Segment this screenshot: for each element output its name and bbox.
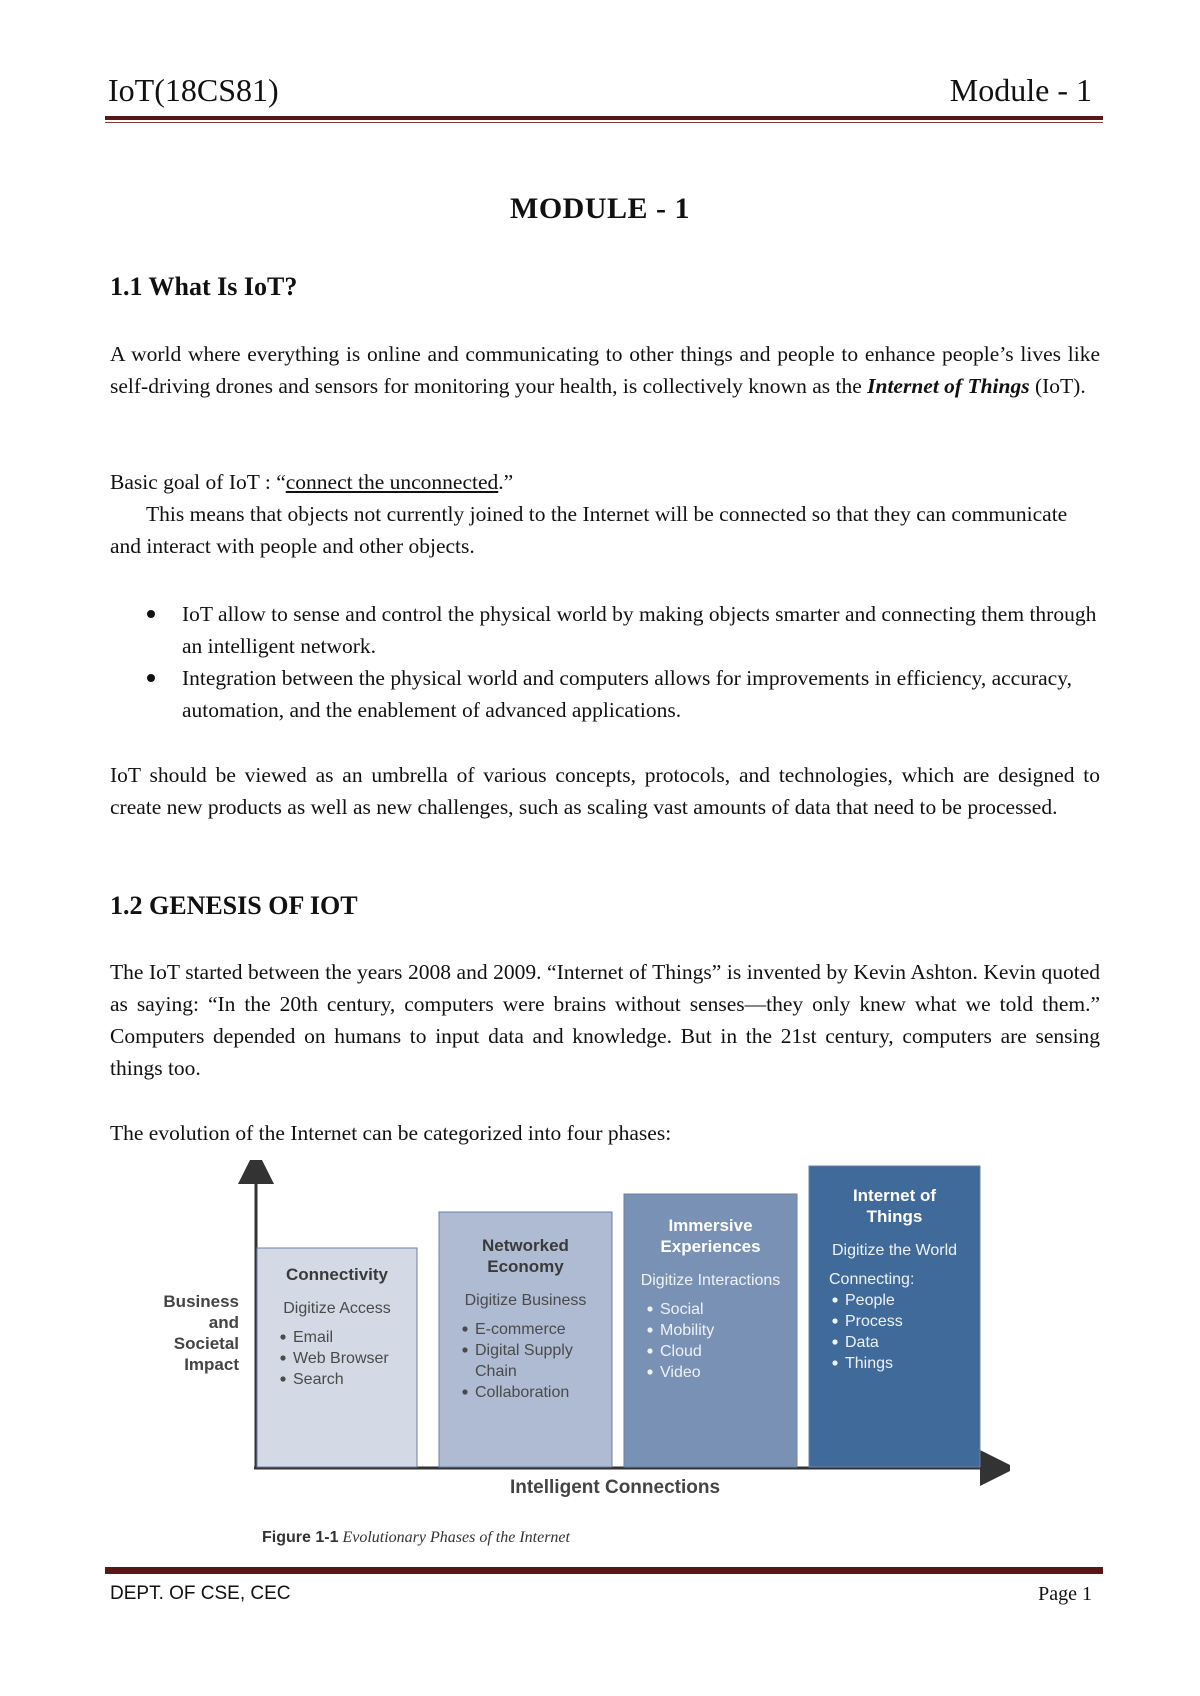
figure-evolution-phases [150, 1160, 1010, 1500]
phase-title: Economy [487, 1257, 564, 1276]
section-heading-what-is-iot: 1.1 What Is IoT? [110, 272, 298, 301]
bullet-list [110, 598, 1100, 726]
x-axis-label: Intelligent Connections [509, 1477, 721, 1498]
figure-caption: Figure 1-1 Evolutionary Phases of the Internet [262, 1529, 570, 1546]
phase-item: Search [293, 1371, 344, 1388]
page-title: MODULE - 1 [510, 192, 690, 225]
phase-title: Immersive [668, 1216, 753, 1235]
bullet-dot [647, 1306, 652, 1311]
phase-item: Social [660, 1301, 704, 1318]
bullet-dot [832, 1339, 837, 1344]
phase-item: E-commerce [475, 1321, 566, 1338]
phase-item: Video [660, 1364, 701, 1381]
bullet-dot [462, 1326, 467, 1331]
footer-rule [105, 1567, 1103, 1574]
phase-item: Email [293, 1329, 334, 1346]
phase-subtitle: Digitize the World [831, 1242, 958, 1259]
y-axis-label-line: Societal [173, 1334, 239, 1353]
bullet-dot [647, 1348, 652, 1353]
phase-networked-economy [439, 1212, 612, 1467]
y-axis-label [163, 1292, 239, 1374]
phase-subtitle: Digitize Interactions [640, 1272, 781, 1289]
phase-item: Chain [475, 1363, 517, 1380]
bullet-dot [280, 1355, 285, 1360]
phase-subtitle: Digitize Business [464, 1292, 587, 1309]
paragraph-umbrella: IoT should be viewed as an umbrella of various concepts, protocols, and technologies, which are designed to create new products as well as new challenges, such as scaling vast amounts of data that need to be processed. [110, 763, 1100, 819]
y-axis-label-line: Business [163, 1292, 239, 1311]
phase-item: Web Browser [293, 1350, 389, 1367]
phase-title: Experiences [660, 1237, 761, 1256]
phase-item: Collaboration [475, 1384, 570, 1401]
goal-underlined: connect the unconnected [285, 470, 499, 494]
phase-item: Process [845, 1313, 903, 1330]
paragraph-iot-definition: A world where everything is online and communicating to other things and people to enhance people’s lives like self-driving drones and sensors for monitoring your health, is collectively known as the Internet of Things (IoT). [110, 342, 1100, 398]
bullet-dot [832, 1318, 837, 1323]
phase-item: Connecting: [829, 1271, 915, 1288]
y-axis-label-line: and [208, 1313, 239, 1332]
phase-subtitle: Digitize Access [283, 1300, 391, 1317]
paragraph-goal-explain: This means that objects not currently joined to the Internet will be connected so that they can communicate and interact with people and other objects. [110, 502, 1068, 558]
phase-internet-of-things [809, 1166, 980, 1467]
bullet-dot [832, 1360, 837, 1365]
bullet-dot [462, 1347, 467, 1352]
phase-item: Data [845, 1334, 879, 1351]
bullet-dot [832, 1297, 837, 1302]
paragraph-evolution-intro: The evolution of the Internet can be categorized into four phases: [110, 1121, 672, 1145]
footer-page-number: Page 1 [1038, 1583, 1092, 1605]
list-item: Integration between the physical world and computers allows for improvements in efficiency, accuracy, automation, and the enablement of advanced applications. [110, 662, 1100, 726]
phase-title: Connectivity [285, 1265, 389, 1284]
header-module: Module - 1 [949, 72, 1092, 108]
header-course-code: IoT(18CS81) [108, 72, 279, 108]
header-rule-thin [105, 122, 1103, 123]
bullet-dot [462, 1389, 467, 1394]
paragraph-basic-goal: Basic goal of IoT : “connect the unconnected.” [110, 470, 514, 494]
bullet-dot [647, 1327, 652, 1332]
bullet-dot [280, 1376, 285, 1381]
phase-item: Digital Supply [475, 1342, 573, 1359]
phase-immersive-experiences [624, 1194, 797, 1467]
phase-item: Mobility [660, 1322, 715, 1339]
phase-item: Cloud [660, 1343, 702, 1360]
header-rule [105, 116, 1103, 120]
phase-connectivity [257, 1248, 417, 1467]
section-heading-genesis: 1.2 GENESIS OF IOT [110, 891, 358, 920]
phase-title: Things [866, 1207, 923, 1226]
phase-item: Things [845, 1355, 894, 1372]
phase-title: Networked [482, 1236, 569, 1255]
bullet-dot [647, 1369, 652, 1374]
phase-item: People [845, 1292, 895, 1309]
footer-department: DEPT. OF CSE, CEC [110, 1583, 291, 1604]
bullet-dot [280, 1334, 285, 1339]
paragraph-genesis: The IoT started between the years 2008 and 2009. “Internet of Things” is invented by Kevin Ashton. Kevin quoted as saying: “In the 20th century, computers were brains without senses—they only knew what we told them.” Computers depended on humans to input data and knowledge. But in the 21st century, computers are sensing things too. [110, 960, 1100, 1080]
phase-title: Internet of [852, 1186, 937, 1205]
y-axis-label-line: Impact [184, 1355, 239, 1374]
term-internet-of-things: Internet of Things [867, 374, 1030, 398]
list-item: IoT allow to sense and control the physical world by making objects smarter and connecting them through an intelligent network. [110, 598, 1100, 662]
